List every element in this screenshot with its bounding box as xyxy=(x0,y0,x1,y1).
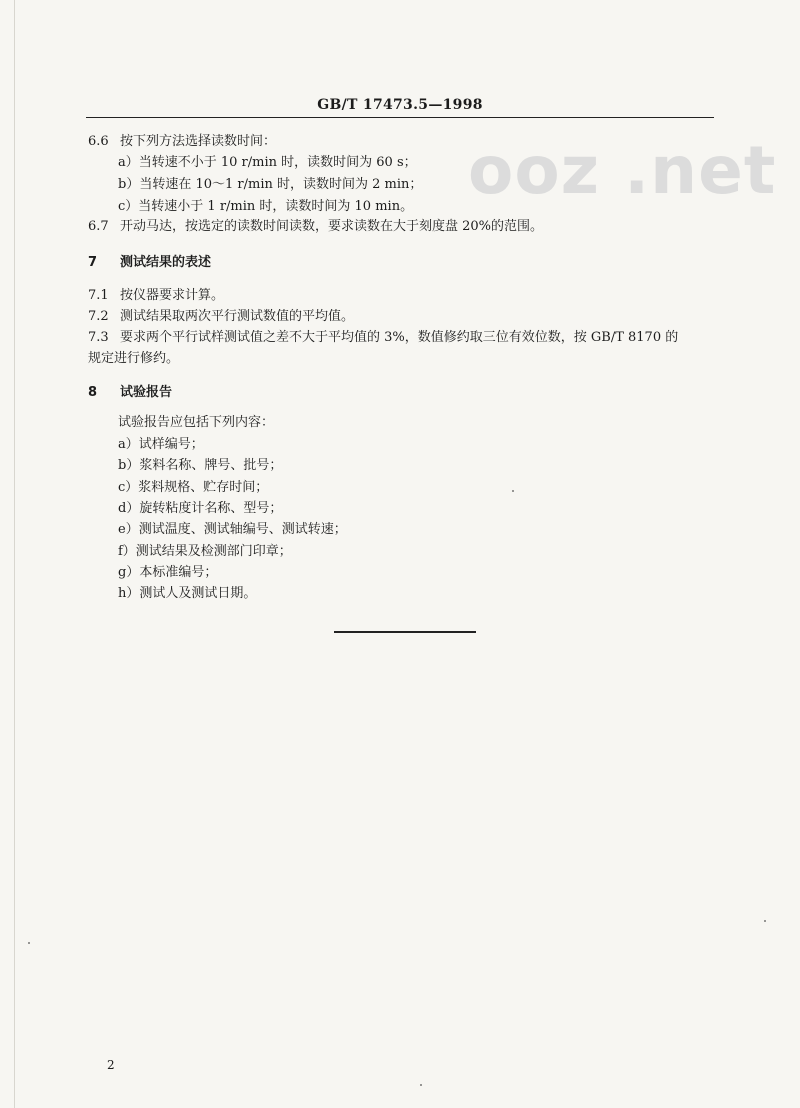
list-item: e）测试温度、测试轴编号、测试转速； xyxy=(118,522,347,537)
clause-text: 开动马达，按选定的读数时间读数，要求读数在大于刻度盘 20%的范围。 xyxy=(120,219,544,234)
clause-number: 7.3 xyxy=(88,330,109,345)
scan-speck xyxy=(512,490,514,492)
section-number: 7 xyxy=(88,255,98,270)
clause-7-2 xyxy=(88,308,354,326)
section-number: 8 xyxy=(88,385,98,400)
clause-text: 测试结果取两次平行测试数值的平均值。 xyxy=(120,309,355,324)
clause-7-3-continuation: 规定进行修约。 xyxy=(88,351,180,366)
list-item: h）测试人及测试日期。 xyxy=(118,586,257,601)
report-intro: 试验报告应包括下列内容： xyxy=(118,415,275,430)
list-item: a）当转速不小于 10 r/min 时，读数时间为 60 s； xyxy=(118,155,417,170)
clause-6-6 xyxy=(88,133,276,151)
clause-text: 按仪器要求计算。 xyxy=(120,288,225,303)
section-7-heading xyxy=(88,254,211,272)
list-item: d）旋转粘度计名称、型号； xyxy=(118,501,283,516)
standard-code-header: GB/T 17473.5—1998 xyxy=(317,97,483,113)
clause-number: 7.1 xyxy=(88,288,109,303)
clause-number: 6.6 xyxy=(88,134,109,149)
list-item: c）浆料规格、贮存时间； xyxy=(118,480,269,495)
list-item: f）测试结果及检测部门印章； xyxy=(118,544,292,559)
page-number: 2 xyxy=(107,1058,115,1072)
clause-text: 按下列方法选择读数时间： xyxy=(120,134,277,149)
clause-7-1 xyxy=(88,287,224,305)
binding-edge-line xyxy=(14,0,15,1108)
list-item: b）当转速在 10～1 r/min 时，读数时间为 2 min； xyxy=(118,177,423,192)
list-item: c）当转速小于 1 r/min 时，读数时间为 10 min。 xyxy=(118,199,414,214)
clause-text: 要求两个平行试样测试值之差不大于平均值的 3%，数值修约取三位有效位数，按 GB/T 8170 的 xyxy=(120,330,679,345)
watermark: ooz .net xyxy=(468,132,777,209)
clause-6-7 xyxy=(88,218,543,236)
scan-speck xyxy=(764,920,766,922)
clause-number: 6.7 xyxy=(88,219,109,234)
clause-7-3 xyxy=(88,329,678,347)
list-item: g）本标准编号； xyxy=(118,565,218,580)
section-title: 试验报告 xyxy=(120,385,173,400)
section-8-heading xyxy=(88,384,172,402)
list-item: b）浆料名称、牌号、批号； xyxy=(118,458,283,473)
end-of-standard-rule xyxy=(334,631,476,633)
scan-speck xyxy=(420,1084,422,1086)
clause-number: 7.2 xyxy=(88,309,109,324)
header-rule xyxy=(86,117,714,118)
section-title: 测试结果的表述 xyxy=(120,255,212,270)
scan-speck xyxy=(28,942,30,944)
list-item: a）试样编号； xyxy=(118,437,204,452)
